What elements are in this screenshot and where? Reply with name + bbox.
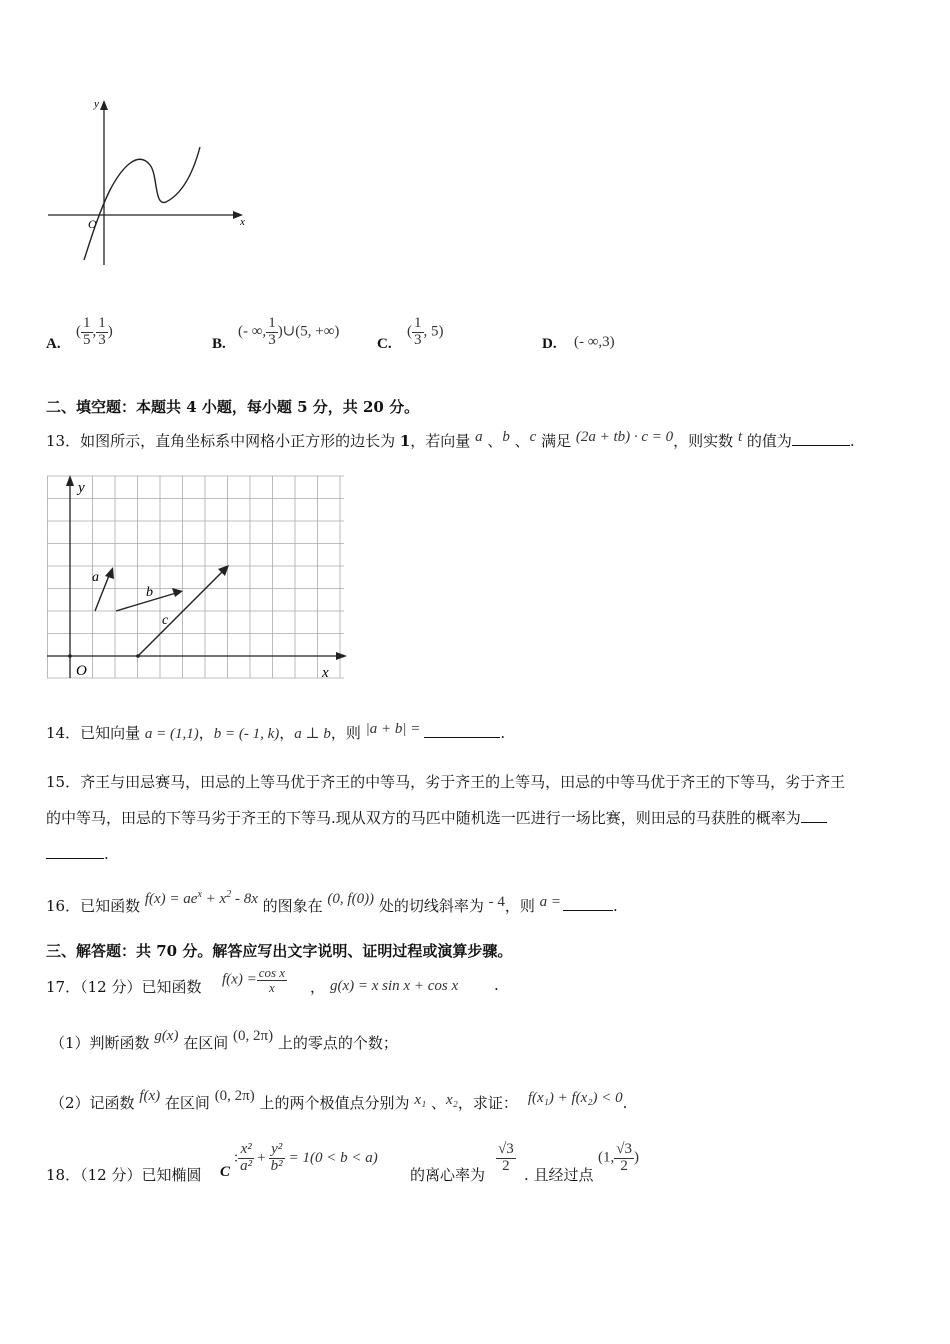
- option-b-frac-den: 3: [268, 331, 276, 348]
- q17-x1: x₁: [414, 1092, 427, 1108]
- q14-answer-blank[interactable]: [424, 723, 500, 738]
- q13-vector-c: c: [529, 429, 537, 445]
- q13-sep-1: 、: [482, 432, 503, 450]
- option-a-sep: ,: [92, 323, 97, 340]
- option-c-frac-num: 1: [414, 315, 422, 331]
- grid-origin-label: O: [76, 663, 87, 679]
- option-b-text-before: (- ∞,: [238, 323, 267, 340]
- q16-exp-2: 2: [226, 889, 232, 900]
- q17-part-2: [50, 1090, 627, 1117]
- q18-term-1-den: a²: [240, 1157, 253, 1174]
- q17-part-2-b: 在区间: [160, 1094, 215, 1112]
- vector-c-label: c: [162, 613, 169, 628]
- q18-colon: :: [234, 1149, 239, 1166]
- question-16: [46, 890, 618, 920]
- vector-grid-figure: [44, 472, 350, 682]
- q17-part-1: [50, 1030, 398, 1057]
- question-15-line-3: [46, 844, 109, 864]
- q13-text-3: 满足: [536, 432, 576, 450]
- q18-text-1: 18．（12 分）已知椭圆: [46, 1166, 202, 1184]
- grid-x-axis-arrow: [336, 652, 347, 660]
- q17-part-2-f: f(x): [139, 1088, 161, 1104]
- q18-term-1-num: x²: [238, 1142, 254, 1159]
- q14-text-2: ，: [198, 724, 214, 742]
- vector-a-arrowhead: [105, 567, 114, 579]
- section-2-heading: 二、填空题：本题共 4 小题，每小题 5 分，共 20 分。: [46, 398, 420, 416]
- q14-vector-a-eq: a = (1,1): [144, 726, 199, 742]
- q17-part-2-a: （2）记函数: [50, 1094, 140, 1112]
- section-3-heading: 三、解答题：共 70 分。解答应写出文字说明、证明过程或演算步骤。: [46, 942, 513, 960]
- x-axis-label: x: [240, 216, 245, 228]
- q18-text-2: 的离心率为: [410, 1166, 486, 1184]
- option-a-paren-open: (: [76, 323, 81, 340]
- option-a-frac2-num: 1: [98, 315, 106, 331]
- q18-point-open: (1,: [598, 1149, 615, 1166]
- q17-f-lhs: f(x) =: [222, 971, 257, 988]
- option-b-letter: B.: [212, 336, 226, 352]
- q13-text-2: ，若向量: [410, 432, 476, 450]
- option-d-text: (- ∞,3): [574, 334, 615, 350]
- option-c-text-after: , 5): [423, 323, 444, 340]
- q17-part-1-interval: (0, 2π): [233, 1028, 274, 1044]
- q15-answer-blank-2[interactable]: [46, 844, 104, 859]
- q18-term-2-den: b²: [270, 1157, 283, 1174]
- q16-text-3: 处的切线斜率为: [374, 897, 489, 915]
- option-c-text-before: (: [407, 323, 412, 340]
- q17-part-2-interval: (0, 2π): [214, 1088, 255, 1104]
- option-b-frac-num: 1: [268, 315, 276, 331]
- vector-b-label: b: [146, 585, 153, 600]
- option-b-text-after: )∪(5, +∞): [277, 323, 340, 340]
- grid-origin-point: [68, 654, 72, 658]
- q16-slope: - 4: [488, 894, 505, 910]
- q14-abs-expression: |a + b| =: [365, 721, 421, 737]
- question-15-line-1: 15．齐王与田忌赛马，田忌的上等马优于齐王的中等马，劣于齐王的上等马，田忌的中等马优于齐王的下等马，劣于齐王: [46, 773, 846, 791]
- q15-answer-blank-1[interactable]: [801, 808, 827, 823]
- q17-part-2-sep: 、: [426, 1094, 446, 1112]
- function-curve: [84, 147, 200, 260]
- q13-var-t: t: [737, 429, 743, 445]
- q17-inequality: f(x₁) + f(x₂) < 0: [527, 1090, 623, 1106]
- q17-part-2-c: 上的两个极值点分别为: [254, 1094, 415, 1112]
- q18-rhs: = 1(0 < b < a): [288, 1149, 378, 1166]
- q17-part-1-a: （1）判断函数: [50, 1034, 155, 1052]
- q16-text-2: 的图象在: [257, 897, 328, 915]
- q18-term-2-num: y²: [269, 1142, 285, 1159]
- q13-answer-blank[interactable]: [792, 431, 850, 446]
- q17-x2: x₂: [445, 1092, 458, 1108]
- vector-b-arrowhead: [172, 588, 183, 597]
- question-15-line-2: [46, 808, 827, 828]
- q13-sep-2: 、: [509, 432, 530, 450]
- q18-point-num: √3: [616, 1141, 632, 1157]
- q15-end: .: [104, 845, 109, 863]
- q13-text-1b: 1: [399, 432, 411, 450]
- option-a-paren-close: ): [107, 323, 113, 340]
- vector-c-start: [136, 654, 140, 658]
- q16-a-eq: a =: [539, 894, 562, 910]
- q17-part-1-b: 在区间: [178, 1034, 234, 1052]
- q13-text-5: 的值为: [742, 432, 792, 450]
- q17-text-2: ，: [310, 978, 326, 996]
- q17-f-denominator: x: [268, 979, 275, 995]
- q14-end: .: [500, 724, 506, 742]
- grid-y-axis-arrow: [66, 475, 74, 486]
- y-axis-label: y: [94, 98, 99, 110]
- q14-text-4: ，则: [330, 724, 366, 742]
- option-a-frac1-num: 1: [83, 315, 91, 331]
- q16-point: (0, f(0)): [327, 891, 375, 907]
- option-a-letter: A.: [46, 336, 61, 352]
- y-axis-arrow: [100, 100, 108, 110]
- option-a-frac2-den: 3: [98, 331, 106, 348]
- q18-eccentricity-num: √3: [498, 1141, 514, 1157]
- grid-x-label: x: [322, 665, 329, 681]
- vector-a-label: a: [92, 570, 99, 585]
- question-13: [46, 428, 855, 455]
- q18-text-3: . 且经过点: [524, 1166, 594, 1184]
- q16-end: .: [613, 897, 618, 915]
- q16-answer-blank[interactable]: [563, 896, 613, 911]
- q18-point-den: 2: [620, 1157, 628, 1174]
- q17-part-1-c: 上的零点的个数；: [273, 1034, 398, 1052]
- vector-c: [138, 571, 223, 656]
- q13-expression: (2a + tb) · c = 0: [575, 429, 674, 445]
- q13-end: .: [849, 432, 855, 450]
- q13-text-1: 13．如图所示，直角坐标系中网格小正方形的边长为: [46, 432, 400, 450]
- q16-function: f(x) = ae: [144, 891, 198, 907]
- option-c-frac-den: 3: [414, 331, 422, 348]
- q16-text-1: 16．已知函数: [46, 897, 145, 915]
- q16-function-3: - 8x: [231, 891, 258, 907]
- q17-part-2-d: ，求证：: [457, 1094, 518, 1112]
- q17-g-definition: g(x) = x sin x + cos x: [330, 978, 459, 994]
- q17-end: .: [494, 976, 499, 994]
- q18-plus: +: [257, 1149, 266, 1166]
- q17-part-2-end: .: [622, 1094, 628, 1112]
- q13-text-4: ，则实数: [673, 432, 738, 450]
- q17-text-1: 17．（12 分）已知函数: [46, 978, 202, 996]
- q17-part-1-g: g(x): [154, 1028, 179, 1044]
- q14-perpendicular: a ⊥ b: [294, 726, 331, 742]
- q16-text-4: ，则: [504, 897, 540, 915]
- q15-line-2-text: 的中等马，田忌的下等马劣于齐王的下等马.现从双方的马匹中随机选一匹进行一场比赛，则田忌的马获胜的概率为: [46, 809, 801, 827]
- q18-eccentricity-den: 2: [502, 1157, 510, 1174]
- option-d-letter: D.: [542, 336, 557, 352]
- q14-vector-b-eq: b = (- 1, k): [213, 726, 280, 742]
- q13-vector-b: b: [502, 429, 510, 445]
- origin-label: O: [88, 217, 97, 231]
- function-graph: [40, 95, 255, 270]
- q13-vector-a: a: [475, 429, 483, 445]
- q18-ellipse-name: C: [220, 1164, 231, 1180]
- question-14: [46, 720, 505, 747]
- q16-function-2: + x: [201, 891, 227, 907]
- grid-y-label: y: [78, 480, 85, 496]
- q17-f-numerator: cos x: [258, 965, 286, 980]
- q14-text-3: ，: [279, 724, 295, 742]
- q18-point-close: ): [633, 1149, 639, 1166]
- q14-text-1: 14．已知向量: [46, 724, 145, 742]
- q16-exp-x: x: [197, 889, 202, 900]
- option-c-letter: C.: [377, 336, 392, 352]
- option-a-frac1-den: 5: [83, 331, 91, 348]
